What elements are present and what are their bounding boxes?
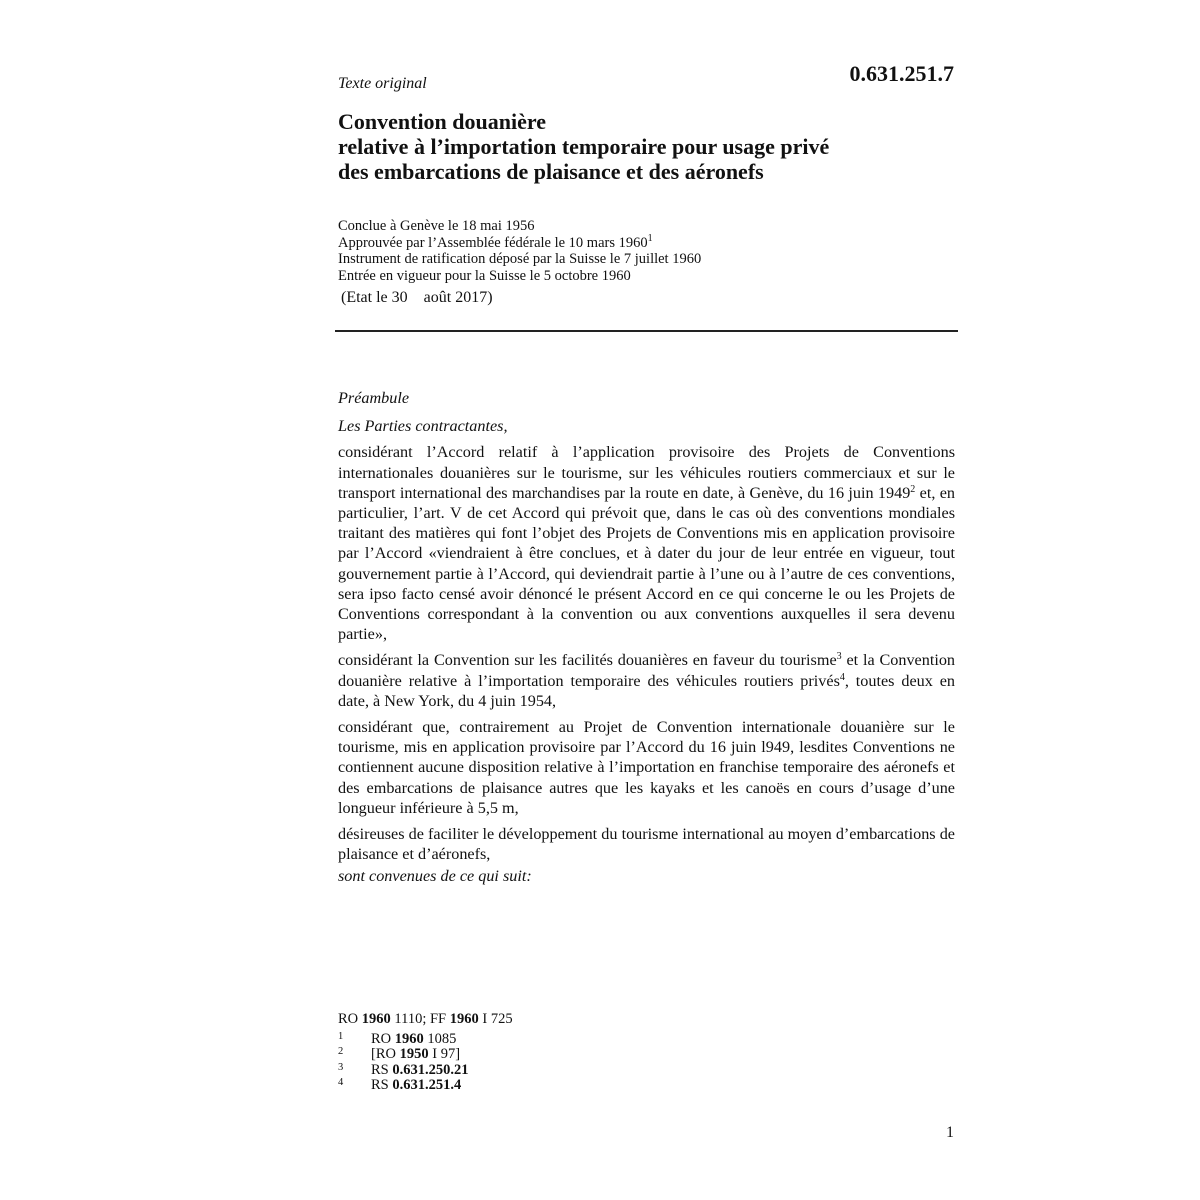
- approved-date: [338, 232, 958, 252]
- footnote-bold: 1950: [399, 1046, 429, 1062]
- document-title: [338, 109, 958, 184]
- title-line-2: relative à l’importation temporaire pour usage privé: [338, 134, 830, 159]
- footnote-bold: 0.631.251.4: [392, 1077, 462, 1093]
- footnote-item: [338, 1063, 738, 1079]
- header-divider: [335, 330, 958, 332]
- source-ro: RO: [338, 1011, 362, 1027]
- p1-text-a: considérant l’Accord relatif à l’application provisoire des Projets de Conventions internationales douanières sur le tourisme, sur les véhicules routiers commerciaux et sur le transport international des marchandises par la route en date, à Genève, du 16 juin 1949: [338, 443, 955, 502]
- footnote-prefix: RS: [371, 1061, 393, 1078]
- ratification-date: Instrument de ratification déposé par la Suisse le 7 juillet 1960: [338, 251, 702, 267]
- p2-text-a: considérant la Convention sur les facilités douanières en faveur du tourisme: [338, 651, 837, 670]
- footnote-prefix: RS: [371, 1077, 393, 1093]
- entry-into-force: Entrée en vigueur pour la Suisse le 5 octobre 1960: [338, 267, 631, 284]
- p1-text-b: et, en particulier, l’art. V de cet Accord qui prévoit que, dans le cas où des conventions mondiales traitant des matières qui font l’objet des Projets de Conventions mis en application provisoire par l’Accord «viendraient à être conclues, et à dater du jour de leur entrée en vigueur, tout gouvernement partie à l’Accord, qui deviendrait partie à l’une ou à l’autre de ces conventions, sera ipso facto censé avoir dénoncé le présent Accord en ce qui concerne le ou les Projets de Conventions correspondant à la convention ou aux conventions auxquelles il sera devenu partie»,: [338, 483, 955, 644]
- footnote-ref-4[interactable]: 4: [839, 671, 845, 683]
- p2-text-c: , toutes deux en date, à New York, du 4 juin 1954,: [338, 671, 955, 710]
- parties-line: Les Parties contractantes,: [338, 417, 508, 436]
- source-ro-year: 1960: [361, 1011, 391, 1027]
- approved-text: Approuvée par l’Assemblée fédérale le 10 mars 1960: [338, 234, 648, 251]
- footnote-prefix: [RO: [371, 1046, 400, 1062]
- preamble-section: [338, 388, 955, 893]
- footnote-item: [338, 1078, 738, 1094]
- preamble-paragraph-3: considérant que, contrairement au Projet de Convention internationale douanière sur le tourisme, mis en application provisoire par l’Accord du 16 juin l949, lesdites Conventions ne contiennent aucune disposition relative à l’importation en franchise temporaire des aéronefs et des embarcations de plaisance autres que les kayaks et les canoës en cours d’usage d’une longueur inférieure à 5,5 m,: [338, 718, 955, 817]
- footnote-number: 1: [338, 1030, 344, 1042]
- footnote-prefix: RO: [371, 1030, 395, 1047]
- footnote-ref-1[interactable]: 1: [647, 232, 653, 244]
- footnotes-section: [338, 1012, 738, 1094]
- footnote-ref-3[interactable]: 3: [836, 651, 842, 663]
- footnote-number: 2: [338, 1046, 344, 1057]
- footnote-ref-2[interactable]: 2: [910, 483, 916, 495]
- status-date: (Etat le 30 août 2017): [341, 289, 493, 306]
- footnote-item: [338, 1032, 738, 1048]
- title-line-3: des embarcations de plaisance et des aéronefs: [338, 159, 764, 184]
- footnote-item: [338, 1047, 738, 1063]
- preamble-paragraph-1: [338, 442, 955, 644]
- source-reference: [338, 1012, 738, 1028]
- document-metadata: [338, 218, 958, 284]
- concluded-date: Conclue à Genève le 18 mai 1956: [338, 218, 535, 234]
- preamble-paragraph-2: [338, 650, 955, 711]
- sr-number: 0.631.251.7: [849, 61, 954, 86]
- p2-text-b: et la Convention douanière relative à l’importation temporaire des véhicules routiers privés: [338, 651, 956, 690]
- preamble-heading: Préambule: [338, 389, 410, 407]
- page-number: 1: [946, 1124, 954, 1141]
- title-line-1: Convention douanière: [338, 109, 547, 134]
- footnote-number: 3: [338, 1061, 344, 1073]
- footnote-bold: 1960: [394, 1030, 424, 1047]
- source-ff-year: 1960: [449, 1011, 479, 1027]
- footnote-suffix: 1085: [423, 1030, 457, 1047]
- preamble-paragraph-4: désireuses de faciliter le développement du tourisme international au moyen d’embarcations de plaisance et d’aéronefs,: [338, 825, 955, 864]
- footnote-bold: 0.631.250.21: [392, 1061, 469, 1078]
- source-ro-page: 1110; FF: [390, 1011, 450, 1027]
- footnote-number: 4: [338, 1077, 344, 1088]
- source-ff-page: I 725: [478, 1011, 513, 1027]
- preamble-closing: sont convenues de ce qui suit:: [338, 867, 532, 886]
- document-label: Texte original: [338, 75, 427, 92]
- footnote-suffix: I 97]: [428, 1046, 461, 1062]
